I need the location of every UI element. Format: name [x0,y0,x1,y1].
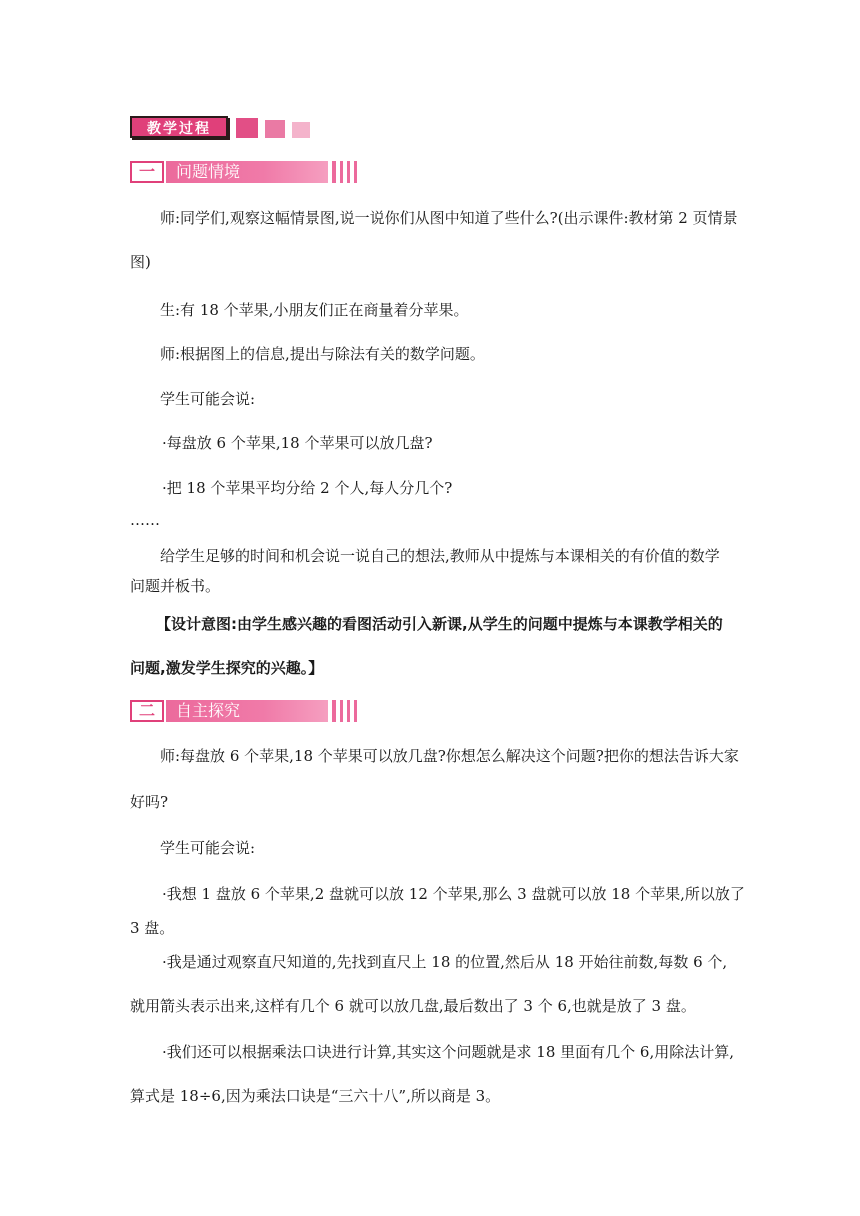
design-intent: 问题,激发学生探究的兴趣。】 [130,659,324,677]
section-title: 问题情境 [166,161,328,183]
list-item: ·我们还可以根据乘法口诀进行计算,其实这个问题就是求 18 里面有几个 6,用除法计算, [162,1043,735,1061]
ellipsis: …… [130,511,160,529]
decor-stripe [332,161,336,183]
section-header-2 [130,700,340,722]
paragraph: 学生可能会说: [160,390,256,408]
paragraph: 师:同学们,观察这幅情景图,说一说你们从图中知道了些什么?(出示课件:教材第 2 页情景 [160,209,738,227]
list-item: 算式是 18÷6,因为乘法口诀是“三六十八”,所以商是 3。 [130,1087,501,1105]
paragraph: 师:每盘放 6 个苹果,18 个苹果可以放几盘?你想怎么解决这个问题?把你的想法告诉大家 [160,747,739,765]
decor-square-2 [265,120,285,138]
decor-square-3 [292,122,310,138]
paragraph: 好吗? [130,793,169,811]
decor-stripe [332,700,336,722]
decor-stripe [347,161,350,183]
decor-stripe [354,700,357,722]
paragraph: 给学生足够的时间和机会说一说自己的想法,教师从中提炼与本课相关的有价值的数学 [160,547,720,565]
decor-stripe [340,700,343,722]
paragraph: 生:有 18 个苹果,小朋友们正在商量着分苹果。 [160,301,469,319]
section-title: 自主探究 [166,700,328,722]
decor-stripe [347,700,350,722]
design-intent: 【设计意图:由学生感兴趣的看图活动引入新课,从学生的问题中提炼与本课教学相关的 [156,615,723,633]
list-item: 就用箭头表示出来,这样有几个 6 就可以放几盘,最后数出了 3 个 6,也就是放了 3 盘。 [130,997,696,1015]
list-item: ·把 18 个苹果平均分给 2 个人,每人分几个? [162,479,453,497]
section-header-1 [130,161,340,183]
paragraph: 师:根据图上的信息,提出与除法有关的数学问题。 [160,345,485,363]
decor-square-1 [236,118,258,138]
paragraph: 图) [130,253,151,271]
decor-stripe [340,161,343,183]
list-item: 3 盘。 [130,919,175,937]
section-number: 二 [130,700,164,722]
list-item: ·我是通过观察直尺知道的,先找到直尺上 18 的位置,然后从 18 开始往前数,每数 6 个, [162,953,728,971]
paragraph: 学生可能会说: [160,839,256,857]
paragraph: 问题并板书。 [130,577,221,595]
list-item: ·每盘放 6 个苹果,18 个苹果可以放几盘? [162,434,433,452]
list-item: ·我想 1 盘放 6 个苹果,2 盘就可以放 12 个苹果,那么 3 盘就可以放 18 个苹果,所以放了 [162,885,745,903]
decor-stripe [354,161,357,183]
process-label: 教学过程 [130,116,228,138]
section-number: 一 [130,161,164,183]
